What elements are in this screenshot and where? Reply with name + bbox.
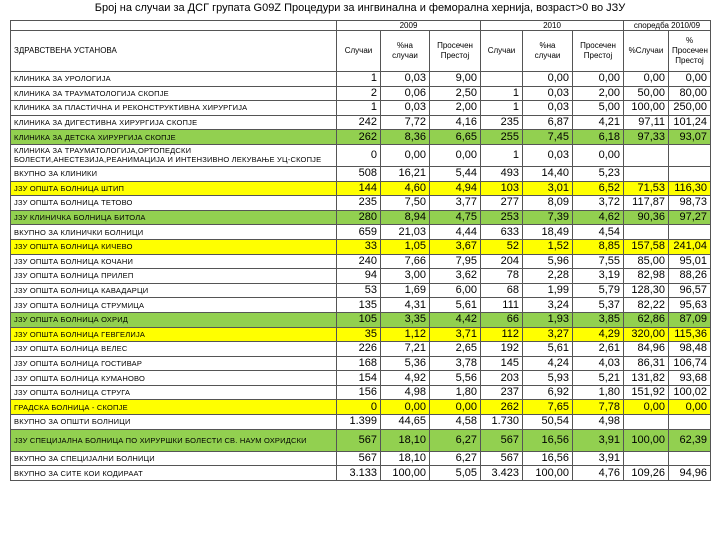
- table-cell: 226: [337, 342, 381, 357]
- table-cell: 5,79: [573, 283, 624, 298]
- table-cell: 3,00: [381, 269, 430, 284]
- table-cell: 3,78: [430, 356, 481, 371]
- table-cell: 255: [481, 130, 523, 145]
- table-cell: 3,71: [430, 327, 481, 342]
- table-cell: 82,22: [624, 298, 669, 313]
- table-cell: 68: [481, 283, 523, 298]
- table-cell: 6,18: [573, 130, 624, 145]
- table-cell: [624, 451, 669, 466]
- page-title: Број на случаи за ДСГ групата G09Z Процедури за ингвинална и феморална хернија, возраст>0 во ЈЗУ: [94, 2, 626, 14]
- table-cell: 0,00: [624, 72, 669, 87]
- table-cell: 4,92: [381, 371, 430, 386]
- table-cell: 242: [337, 115, 381, 130]
- table-cell: 5,05: [430, 466, 481, 481]
- table-cell: 112: [481, 327, 523, 342]
- table-cell: 8,85: [573, 239, 624, 254]
- table-body: [11, 72, 711, 481]
- institution-name: ВКУПНО ЗА КЛИНИКИ: [11, 166, 337, 181]
- table-cell: [669, 415, 711, 430]
- table-row: [11, 130, 711, 145]
- year-2009: 2009: [337, 21, 481, 31]
- table-cell: [624, 415, 669, 430]
- table-cell: 94: [337, 269, 381, 284]
- table-cell: 508: [337, 166, 381, 181]
- table-cell: 0,03: [523, 144, 573, 166]
- table-cell: 1: [481, 101, 523, 116]
- table-row: [11, 196, 711, 211]
- table-cell: 5,21: [573, 371, 624, 386]
- table-cell: 115,36: [669, 327, 711, 342]
- table-cell: 2,65: [430, 342, 481, 357]
- table-cell: 3,91: [573, 429, 624, 451]
- table-cell: 237: [481, 385, 523, 400]
- year-header-row: [11, 21, 711, 31]
- table-cell: 98,48: [669, 342, 711, 357]
- table-cell: 8,36: [381, 130, 430, 145]
- table-row: [11, 239, 711, 254]
- table-row: [11, 86, 711, 101]
- table-cell: 241,04: [669, 239, 711, 254]
- table-cell: 33: [337, 239, 381, 254]
- column-header: Случаи: [481, 31, 523, 72]
- table-cell: 109,26: [624, 466, 669, 481]
- table-row: [11, 72, 711, 87]
- institution-name: КЛИНИКА ЗА ДИГЕСТИВНА ХИРУРГИЈА СКОПЈЕ: [11, 115, 337, 130]
- table-cell: 6,65: [430, 130, 481, 145]
- table-cell: 151,92: [624, 385, 669, 400]
- table-cell: 106,74: [669, 356, 711, 371]
- table-cell: 3.133: [337, 466, 381, 481]
- table-cell: 2,00: [573, 86, 624, 101]
- table-row: [11, 415, 711, 430]
- column-header-row: [11, 31, 711, 72]
- table-cell: 3.423: [481, 466, 523, 481]
- table-cell: 3,91: [573, 451, 624, 466]
- table-row: [11, 342, 711, 357]
- table-cell: 44,65: [381, 415, 430, 430]
- table-cell: 5,44: [430, 166, 481, 181]
- table-cell: [624, 144, 669, 166]
- table-cell: 0,03: [381, 101, 430, 116]
- table-cell: 128,30: [624, 283, 669, 298]
- table-cell: 145: [481, 356, 523, 371]
- table-cell: 4,29: [573, 327, 624, 342]
- table-cell: 280: [337, 210, 381, 225]
- table-cell: 2,61: [573, 342, 624, 357]
- table-row: [11, 283, 711, 298]
- table-cell: 4,60: [381, 181, 430, 196]
- table-cell: 0,00: [430, 400, 481, 415]
- column-header: %на случаи: [381, 31, 430, 72]
- table-row: [11, 400, 711, 415]
- table-cell: 100,00: [624, 101, 669, 116]
- table-cell: 93,07: [669, 130, 711, 145]
- table-row: [11, 115, 711, 130]
- table-cell: 16,56: [523, 451, 573, 466]
- table-cell: 0,03: [523, 101, 573, 116]
- table-cell: 4,94: [430, 181, 481, 196]
- table-cell: 8,09: [523, 196, 573, 211]
- table-cell: 71,53: [624, 181, 669, 196]
- table-cell: 2,00: [430, 101, 481, 116]
- table-cell: 100,00: [523, 466, 573, 481]
- table-cell: 100,02: [669, 385, 711, 400]
- table-cell: 4,98: [573, 415, 624, 430]
- table-cell: 0: [337, 400, 381, 415]
- table-cell: 96,57: [669, 283, 711, 298]
- table-cell: 235: [337, 196, 381, 211]
- table-cell: 50,54: [523, 415, 573, 430]
- institution-name: ЈЗУ ОПШТА БОЛНИЦА ВЕЛЕС: [11, 342, 337, 357]
- table-cell: 116,30: [669, 181, 711, 196]
- institution-name: КЛИНИКА ЗА ПЛАСТИЧНА И РЕКОНСТРУКТИВНА ХИРУРГИЈА: [11, 101, 337, 116]
- table-cell: 84,96: [624, 342, 669, 357]
- table-cell: 0,00: [381, 144, 430, 166]
- table-cell: 5,00: [573, 101, 624, 116]
- table-cell: 157,58: [624, 239, 669, 254]
- table-cell: 52: [481, 239, 523, 254]
- table-cell: 0,00: [669, 72, 711, 87]
- table-cell: 2: [337, 86, 381, 101]
- table-cell: 4,54: [573, 225, 624, 240]
- table-cell: 154: [337, 371, 381, 386]
- table-cell: 203: [481, 371, 523, 386]
- table-cell: 5,23: [573, 166, 624, 181]
- table-cell: 493: [481, 166, 523, 181]
- table-cell: 7,66: [381, 254, 430, 269]
- table-cell: 320,00: [624, 327, 669, 342]
- table-cell: 135: [337, 298, 381, 313]
- table-cell: 100,00: [381, 466, 430, 481]
- table-cell: 3,85: [573, 312, 624, 327]
- table-cell: 1,80: [430, 385, 481, 400]
- column-header: Просечен Престој: [430, 31, 481, 72]
- institution-name: ЈЗУ ОПШТА БОЛНИЦА ГОСТИВАР: [11, 356, 337, 371]
- table-cell: 101,24: [669, 115, 711, 130]
- table-cell: 3,35: [381, 312, 430, 327]
- institution-name: ЈЗУ ОПШТА БОЛНИЦА КОЧАНИ: [11, 254, 337, 269]
- table-row: [11, 101, 711, 116]
- table-cell: 94,96: [669, 466, 711, 481]
- table-cell: 80,00: [669, 86, 711, 101]
- table-cell: 567: [481, 429, 523, 451]
- table-cell: 93,68: [669, 371, 711, 386]
- institution-name: ЈЗУ ОПШТА БОЛНИЦА ТЕТОВО: [11, 196, 337, 211]
- table-cell: 2,28: [523, 269, 573, 284]
- table-cell: 97,33: [624, 130, 669, 145]
- table-cell: 103: [481, 181, 523, 196]
- table-cell: 156: [337, 385, 381, 400]
- table-cell: 7,78: [573, 400, 624, 415]
- table-cell: 3,77: [430, 196, 481, 211]
- table-cell: 3,01: [523, 181, 573, 196]
- table-cell: 90,36: [624, 210, 669, 225]
- table-cell: 85,00: [624, 254, 669, 269]
- table-cell: 86,31: [624, 356, 669, 371]
- table-cell: 4,44: [430, 225, 481, 240]
- table-cell: 6,27: [430, 451, 481, 466]
- table-cell: 277: [481, 196, 523, 211]
- table-cell: 97,27: [669, 210, 711, 225]
- table-cell: 87,09: [669, 312, 711, 327]
- table-cell: 4,03: [573, 356, 624, 371]
- institution-name: ЈЗУ ОПШТА БОЛНИЦА ГЕВГЕЛИЈА: [11, 327, 337, 342]
- column-header: Просечен Престој: [573, 31, 624, 72]
- table-cell: 3,72: [573, 196, 624, 211]
- year-spacer: [11, 21, 337, 31]
- table-row: [11, 298, 711, 313]
- table-cell: 117,87: [624, 196, 669, 211]
- table-cell: 8,94: [381, 210, 430, 225]
- table-cell: 1.399: [337, 415, 381, 430]
- table-cell: 0,00: [523, 72, 573, 87]
- institution-name: ЈЗУ ОПШТА БОЛНИЦА КУМАНОВО: [11, 371, 337, 386]
- institution-name: ВКУПНО ЗА СПЕЦИЈАЛНИ БОЛНИЦИ: [11, 451, 337, 466]
- table-row: [11, 451, 711, 466]
- table-cell: 3,27: [523, 327, 573, 342]
- table-cell: 7,95: [430, 254, 481, 269]
- table-cell: 567: [337, 451, 381, 466]
- table-cell: 1: [481, 144, 523, 166]
- table-row: [11, 144, 711, 166]
- table-cell: 4,24: [523, 356, 573, 371]
- table-cell: 6,27: [430, 429, 481, 451]
- table-cell: [669, 451, 711, 466]
- table-cell: 567: [337, 429, 381, 451]
- table-cell: 95,01: [669, 254, 711, 269]
- table-cell: 66: [481, 312, 523, 327]
- table-cell: 14,40: [523, 166, 573, 181]
- table-cell: 1: [337, 72, 381, 87]
- column-header: Случаи: [337, 31, 381, 72]
- table-cell: 0,00: [381, 400, 430, 415]
- table-cell: 1,80: [573, 385, 624, 400]
- table-cell: 62,39: [669, 429, 711, 451]
- table-cell: 3,24: [523, 298, 573, 313]
- column-header: %Случаи: [624, 31, 669, 72]
- table-cell: 5,96: [523, 254, 573, 269]
- table-cell: 4,75: [430, 210, 481, 225]
- table-cell: 1,05: [381, 239, 430, 254]
- institution-name: ЈЗУ СПЕЦИЈАЛНА БОЛНИЦА ПО ХИРУРШКИ БОЛЕСТИ СВ. НАУМ ОХРИДСКИ: [11, 429, 337, 451]
- table-cell: 1,12: [381, 327, 430, 342]
- table-cell: 18,10: [381, 451, 430, 466]
- column-header: % Просечен Престој: [669, 31, 711, 72]
- table-cell: 1: [337, 101, 381, 116]
- institution-header: ЗДРАВСТВЕНА УСТАНОВА: [11, 31, 337, 72]
- table-cell: 1,52: [523, 239, 573, 254]
- table-cell: 6,87: [523, 115, 573, 130]
- table-cell: 5,36: [381, 356, 430, 371]
- table-cell: 62,86: [624, 312, 669, 327]
- table-cell: 253: [481, 210, 523, 225]
- table-cell: 5,56: [430, 371, 481, 386]
- table-cell: 5,93: [523, 371, 573, 386]
- table-row: [11, 210, 711, 225]
- table-cell: 0,00: [624, 400, 669, 415]
- table-cell: 95,63: [669, 298, 711, 313]
- table-cell: 240: [337, 254, 381, 269]
- institution-name: ГРАДСКА БОЛНИЦА - СКОПЈЕ: [11, 400, 337, 415]
- table-row: [11, 385, 711, 400]
- institution-name: ЈЗУ ОПШТА БОЛНИЦА ОХРИД: [11, 312, 337, 327]
- institution-name: ЈЗУ ОПШТА БОЛНИЦА ШТИП: [11, 181, 337, 196]
- table-cell: 192: [481, 342, 523, 357]
- table-cell: 3,67: [430, 239, 481, 254]
- table-cell: 0,00: [430, 144, 481, 166]
- table-cell: 111: [481, 298, 523, 313]
- year-2010: 2010: [481, 21, 624, 31]
- table-cell: 97,11: [624, 115, 669, 130]
- table-cell: 7,39: [523, 210, 573, 225]
- institution-name: ВКУПНО ЗА СИТЕ КОИ КОДИРААТ: [11, 466, 337, 481]
- table-cell: 4,16: [430, 115, 481, 130]
- table-row: [11, 466, 711, 481]
- table-cell: [669, 225, 711, 240]
- table-cell: 7,72: [381, 115, 430, 130]
- table-row: [11, 429, 711, 451]
- table-cell: 250,00: [669, 101, 711, 116]
- table-cell: 50,00: [624, 86, 669, 101]
- institution-name: КЛИНИКА ЗА ДЕТСКА ХИРУРГИЈА СКОПЈЕ: [11, 130, 337, 145]
- cases-table: [10, 20, 711, 481]
- table-cell: 7,21: [381, 342, 430, 357]
- table-row: [11, 254, 711, 269]
- institution-name: ЈЗУ ОПШТА БОЛНИЦА СТРУМИЦА: [11, 298, 337, 313]
- table-cell: [669, 144, 711, 166]
- table-cell: 567: [481, 451, 523, 466]
- table-cell: [624, 225, 669, 240]
- table-cell: 5,37: [573, 298, 624, 313]
- table-row: [11, 371, 711, 386]
- table-cell: 0,03: [523, 86, 573, 101]
- table-cell: 1,69: [381, 283, 430, 298]
- table-cell: 235: [481, 115, 523, 130]
- table-row: [11, 269, 711, 284]
- table-cell: 633: [481, 225, 523, 240]
- table-cell: 88,26: [669, 269, 711, 284]
- year-comparison: споредба 2010/09: [624, 21, 711, 31]
- table-cell: 16,21: [381, 166, 430, 181]
- table-cell: 7,50: [381, 196, 430, 211]
- table-cell: 0,00: [669, 400, 711, 415]
- table-cell: 6,52: [573, 181, 624, 196]
- table-cell: 18,10: [381, 429, 430, 451]
- table-row: [11, 166, 711, 181]
- table-cell: 1,93: [523, 312, 573, 327]
- table-cell: 2,50: [430, 86, 481, 101]
- table-cell: 3,19: [573, 269, 624, 284]
- column-header: %на случаи: [523, 31, 573, 72]
- table-row: [11, 356, 711, 371]
- table-cell: 4,62: [573, 210, 624, 225]
- institution-name: ЈЗУ КЛИНИЧКА БОЛНИЦА БИТОЛА: [11, 210, 337, 225]
- table-cell: 21,03: [381, 225, 430, 240]
- institution-name: ЈЗУ ОПШТА БОЛНИЦА КИЧЕВО: [11, 239, 337, 254]
- table-cell: 6,92: [523, 385, 573, 400]
- table-cell: 18,49: [523, 225, 573, 240]
- table-cell: 9,00: [430, 72, 481, 87]
- table-cell: 4,31: [381, 298, 430, 313]
- table-cell: 7,65: [523, 400, 573, 415]
- table-cell: 204: [481, 254, 523, 269]
- table-cell: [624, 166, 669, 181]
- table-cell: 7,55: [573, 254, 624, 269]
- table-cell: 7,45: [523, 130, 573, 145]
- table-cell: 98,73: [669, 196, 711, 211]
- table-cell: [481, 72, 523, 87]
- table-cell: 78: [481, 269, 523, 284]
- institution-name: ЈЗУ ОПШТА БОЛНИЦА ПРИЛЕП: [11, 269, 337, 284]
- table-cell: 659: [337, 225, 381, 240]
- table-cell: 5,61: [430, 298, 481, 313]
- institution-name: ЈЗУ ОПШТА БОЛНИЦА КАВАДАРЦИ: [11, 283, 337, 298]
- table-cell: 1,99: [523, 283, 573, 298]
- table-cell: 1.730: [481, 415, 523, 430]
- table-cell: 262: [337, 130, 381, 145]
- table-cell: 0,03: [381, 72, 430, 87]
- table-cell: 0,00: [573, 144, 624, 166]
- table-cell: 6,00: [430, 283, 481, 298]
- table-cell: 168: [337, 356, 381, 371]
- institution-name: ВКУПНО ЗА ОПШТИ БОЛНИЦИ: [11, 415, 337, 430]
- institution-name: ЈЗУ ОПШТА БОЛНИЦА СТРУГА: [11, 385, 337, 400]
- table-cell: 5,61: [523, 342, 573, 357]
- table-cell: 100,00: [624, 429, 669, 451]
- table-cell: 131,82: [624, 371, 669, 386]
- table-row: [11, 225, 711, 240]
- table-cell: 4,98: [381, 385, 430, 400]
- table-cell: 4,76: [573, 466, 624, 481]
- table-cell: [669, 166, 711, 181]
- table-cell: 144: [337, 181, 381, 196]
- table-cell: 3,62: [430, 269, 481, 284]
- table-cell: 4,21: [573, 115, 624, 130]
- table-cell: 0,00: [573, 72, 624, 87]
- institution-name: КЛИНИКА ЗА ТРАУМАТОЛОГИЈА,ОРТОПЕДСКИ БОЛЕСТИ,АНЕСТЕЗИЈА,РЕАНИМАЦИЈА И ИНТЕНЗИВНО ЛЕКУВАЊЕ УЦ-СКОПЈЕ: [11, 144, 337, 166]
- table-cell: 16,56: [523, 429, 573, 451]
- table-cell: 1: [481, 86, 523, 101]
- institution-name: КЛИНИКА ЗА ТРАУМАТОЛОГИЈА СКОПЈЕ: [11, 86, 337, 101]
- table-row: [11, 181, 711, 196]
- institution-name: ВКУПНО ЗА КЛИНИЧКИ БОЛНИЦИ: [11, 225, 337, 240]
- table-cell: 35: [337, 327, 381, 342]
- table-cell: 53: [337, 283, 381, 298]
- table-row: [11, 327, 711, 342]
- table-cell: 82,98: [624, 269, 669, 284]
- table-cell: 4,58: [430, 415, 481, 430]
- institution-name: КЛИНИКА ЗА УРОЛОГИЈА: [11, 72, 337, 87]
- table-row: [11, 312, 711, 327]
- table-cell: 262: [481, 400, 523, 415]
- table-cell: 105: [337, 312, 381, 327]
- table-cell: 4,42: [430, 312, 481, 327]
- table-cell: 0: [337, 144, 381, 166]
- table-cell: 0,06: [381, 86, 430, 101]
